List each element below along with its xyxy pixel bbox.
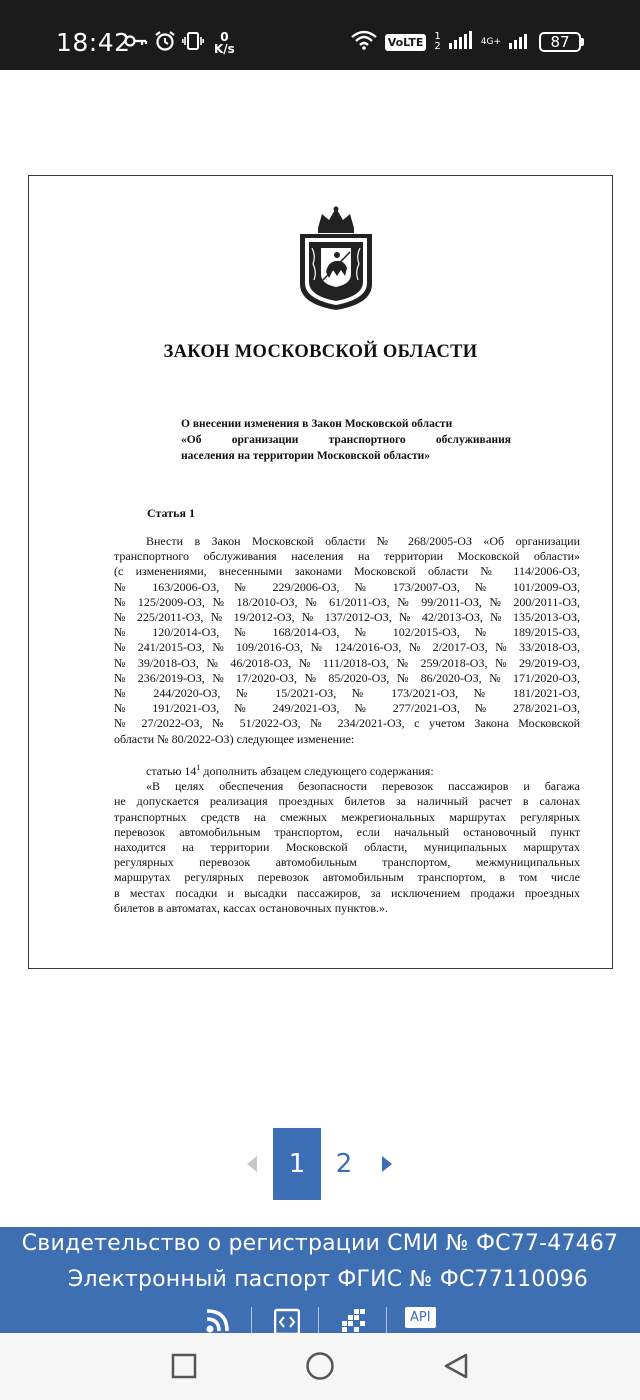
paragraph-line: «В целях обеспечения безопасности перевозок пассажиров и багажа [146, 779, 580, 794]
battery-level: 87 [539, 32, 581, 52]
paragraph-line: не допускается реализация проездных билетов за наличный расчет в салонах [114, 794, 580, 809]
subtitle-line: «Об организации транспортного обслуживания [181, 434, 511, 446]
media-registration-text: Свидетельство о регистрации СМИ № ФС77-47467 [21, 1231, 619, 1256]
page-1-button[interactable]: 1 [273, 1128, 321, 1200]
volte-badge: VoLTE [385, 34, 427, 51]
paragraph-line: № 125/2009-ОЗ, № 18/2010-ОЗ, № 61/2011-ОЗ, № 99/2011-ОЗ, № 200/2011-ОЗ, [114, 594, 580, 609]
paragraph-line: № 120/2014-ОЗ, № 168/2014-ОЗ, № 102/2015-ОЗ, № 189/2015-ОЗ, [114, 625, 580, 640]
paragraph-line: маршрутах регулярных перевозок автомобильным транспортом, в том числе [114, 870, 580, 885]
network-speed [214, 31, 235, 55]
open-data-icon[interactable] [338, 1307, 368, 1333]
signal-icon [449, 31, 473, 54]
paragraph-intro [114, 764, 580, 779]
pagination [0, 1128, 640, 1200]
paragraph-line: № 27/2022-ОЗ, № 51/2022-ОЗ, № 234/2021-ОЗ, с учетом Закона Московской [114, 716, 580, 731]
paragraph-line: Внести в Закон Московской области № 268/2005-ОЗ «Об организации [146, 534, 580, 548]
paragraph-line: транспортных средств на смежных межрегиональных маршрутах регулярных [114, 809, 580, 824]
paragraph-line: области № 80/2022-ОЗ) следующее изменение: [114, 731, 355, 746]
coat-of-arms-emblem [292, 206, 380, 312]
recents-square-icon[interactable] [171, 1353, 197, 1384]
embed-code-icon[interactable] [274, 1307, 300, 1333]
paragraph-line: № 39/2018-ОЗ, № 46/2018-ОЗ, № 111/2018-ОЗ, № 259/2018-ОЗ, № 29/2019-ОЗ, [114, 655, 580, 670]
paragraph-line: (с изменениями, внесенными законами Московской области № 114/2006-ОЗ, [114, 564, 580, 579]
wifi-icon [351, 30, 377, 55]
paragraph-line: билетов в автоматах, кассах остановочных пунктов.». [114, 900, 388, 915]
status-right-icons [351, 26, 584, 58]
subtitle-line: О внесении изменения в Закон Московской области [181, 418, 453, 430]
article-heading: Статья 1 [147, 506, 195, 520]
prev-arrow-icon[interactable] [245, 1155, 259, 1178]
paragraph-line: перевозок автомобильным транспортом, если начальный остановочный пункт [114, 824, 580, 839]
paragraph-line: в местах посадки и высадки пассажиров, за исключением продажи проездных [114, 885, 580, 900]
paragraph-line: № 191/2021-ОЗ, № 249/2021-ОЗ, № 277/2021-ОЗ, № 278/2021-ОЗ, [114, 701, 580, 716]
rss-icon[interactable] [206, 1307, 232, 1333]
battery-icon [539, 32, 584, 52]
sim-indicator [434, 32, 440, 52]
electronic-passport-text: Электронный паспорт ФГИС № ФС77110096 [67, 1267, 589, 1292]
paragraph-line: № 225/2011-ОЗ, № 19/2012-ОЗ, № 137/2012-ОЗ, № 42/2013-ОЗ, № 135/2013-ОЗ, [114, 610, 580, 625]
network-type: 4G+ [480, 37, 501, 47]
system-nav-bar [0, 1333, 640, 1400]
document-page [28, 175, 613, 969]
sim-top: 1 [434, 31, 441, 42]
vibrate-icon [182, 30, 204, 57]
page-2-button[interactable]: 2 [335, 1149, 353, 1179]
document-title: ЗАКОН МОСКОВСКОЙ ОБЛАСТИ [163, 342, 478, 362]
paragraph-line: № 236/2019-ОЗ, № 17/2020-ОЗ, № 85/2020-ОЗ, № 86/2020-ОЗ, № 171/2020-ОЗ, [114, 670, 580, 685]
home-circle-icon[interactable] [305, 1351, 335, 1386]
signal-icon-2 [509, 31, 531, 54]
site-footer [0, 1227, 640, 1333]
paragraph-2 [114, 764, 580, 916]
speed-unit: K/s [214, 42, 235, 56]
intro-text-after: дополнить абзацем следующего содержания: [200, 764, 434, 778]
paragraph-line: находится на территории Московской области, муниципальных маршрутах [114, 840, 580, 855]
document-subtitle [181, 416, 511, 464]
speed-value: 0 [220, 30, 229, 44]
intro-superscript: 1 [196, 763, 201, 772]
status-left-icons [124, 28, 235, 58]
sim-bottom: 2 [434, 41, 441, 52]
status-time: 18:42 [56, 28, 131, 57]
paragraph-line: № 244/2020-ОЗ, № 15/2021-ОЗ, № 173/2021-ОЗ, № 181/2021-ОЗ, [114, 686, 580, 701]
status-bar [0, 0, 640, 70]
paragraph-line: регулярных перевозок автомобильным транспортом, межмуниципальных [114, 855, 580, 870]
paragraph-1 [114, 534, 580, 747]
api-icon[interactable]: API [405, 1307, 436, 1328]
alarm-icon [154, 30, 176, 57]
footer-icons [0, 1307, 640, 1333]
paragraph-line: транспортного обслуживания населения на территории Московской области» [114, 549, 580, 564]
subtitle-line: населения на территории Московской области» [181, 450, 431, 462]
intro-text-before: статью 14 [146, 764, 197, 778]
key-icon [124, 34, 148, 53]
paragraph-line: № 163/2006-ОЗ, № 229/2006-ОЗ, № 173/2007-ОЗ, № 101/2009-ОЗ, [114, 579, 580, 594]
paragraph-line: № 241/2015-ОЗ, № 109/2016-ОЗ, № 124/2016-ОЗ, № 2/2017-ОЗ, № 33/2018-ОЗ, [114, 640, 580, 655]
next-arrow-icon[interactable] [380, 1155, 394, 1178]
back-triangle-icon[interactable] [442, 1352, 470, 1385]
